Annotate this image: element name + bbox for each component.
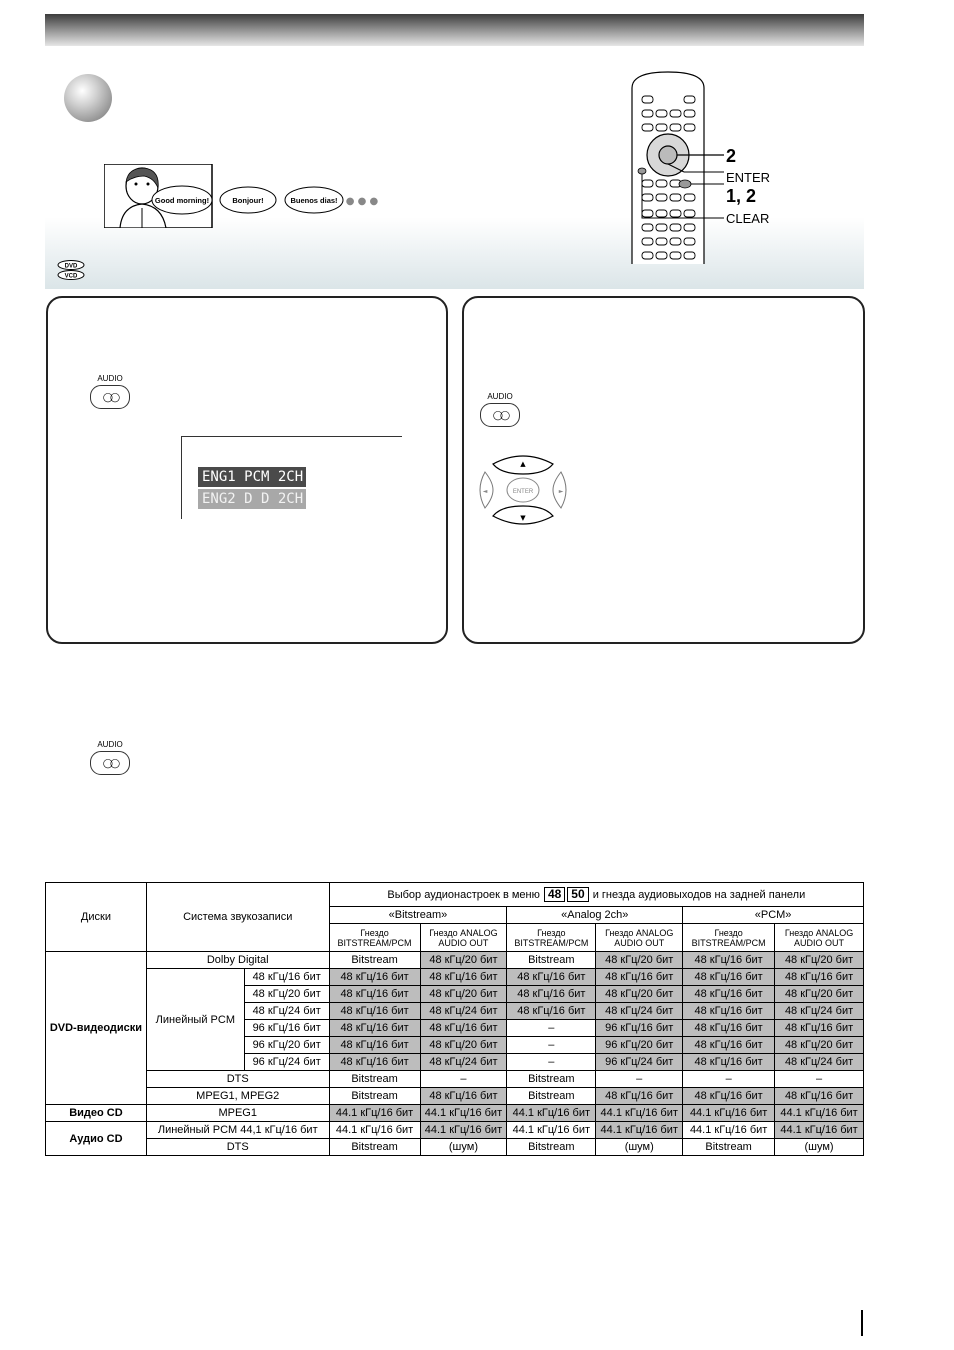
value-cell: 44.1 кГц/16 бит — [507, 1105, 596, 1122]
value-cell: – — [507, 1020, 596, 1037]
value-cell: 44.1 кГц/16 бит — [420, 1122, 507, 1139]
value-cell: Bitstream — [507, 1071, 596, 1088]
on-screen-display — [181, 436, 402, 519]
menu-header-before: Выбор аудионастроек в меню — [387, 889, 540, 901]
value-cell: Bitstream — [507, 952, 596, 969]
group-analog: «Analog 2ch» — [507, 907, 683, 924]
value-cell: 96 кГц/16 бит — [596, 1020, 683, 1037]
menu-box-50: 50 — [567, 887, 588, 902]
value-cell: 48 кГц/16 бит — [420, 1088, 507, 1105]
osd-line-1: ENG1 PCM 2CH — [198, 467, 306, 487]
value-cell: 44.1 кГц/16 бит — [683, 1122, 775, 1139]
value-cell: Bitstream — [329, 1071, 420, 1088]
sub-header-b: Гнездо ANALOG AUDIO OUT — [775, 924, 864, 952]
value-cell: 48 кГц/16 бит — [329, 1020, 420, 1037]
callout-clear: CLEAR — [726, 211, 770, 226]
audio-output-table — [45, 882, 864, 1156]
disc-type-icons — [56, 260, 86, 280]
value-cell: 48 кГц/16 бит — [775, 969, 864, 986]
value-cell: 44.1 кГц/16 бит — [775, 1122, 864, 1139]
remote-control-illustration — [628, 68, 778, 268]
bubble-1: Good morning! — [154, 196, 210, 205]
value-cell: – — [420, 1071, 507, 1088]
value-cell: 48 кГц/20 бит — [596, 952, 683, 969]
vcd-label: Видео CD — [46, 1105, 147, 1122]
value-cell: Bitstream — [683, 1139, 775, 1156]
value-cell: 48 кГц/20 бит — [775, 986, 864, 1003]
value-cell: 44.1 кГц/16 бит — [507, 1122, 596, 1139]
value-cell: 48 кГц/16 бит — [329, 1054, 420, 1071]
value-cell: – — [596, 1071, 683, 1088]
table-row — [46, 1071, 864, 1088]
lpcm-label: Линейный PCM — [146, 969, 244, 1071]
system-cell: Линейный PCM 44,1 кГц/16 бит — [146, 1122, 329, 1139]
section-bullet-icon — [64, 74, 112, 122]
value-cell: 44.1 кГц/16 бит — [596, 1105, 683, 1122]
value-cell: 48 кГц/16 бит — [683, 969, 775, 986]
enter-label: ENTER — [512, 489, 534, 495]
group-bitstream: «Bitstream» — [329, 907, 507, 924]
value-cell: 48 кГц/16 бит — [683, 1054, 775, 1071]
value-cell: Bitstream — [507, 1139, 596, 1156]
system-cell: 96 кГц/24 бит — [244, 1054, 329, 1071]
sub-header-b: Гнездо ANALOG AUDIO OUT — [420, 924, 507, 952]
value-cell: 48 кГц/16 бит — [683, 1003, 775, 1020]
value-cell: 48 кГц/20 бит — [775, 952, 864, 969]
audio-button-label-3: AUDIO — [97, 740, 123, 749]
bubble-3: Buenos dias! — [290, 196, 338, 205]
value-cell: 48 кГц/16 бит — [329, 1037, 420, 1054]
value-cell: 48 кГц/20 бит — [420, 1037, 507, 1054]
value-cell: 48 кГц/24 бит — [775, 1054, 864, 1071]
sub-header-b: Гнездо ANALOG AUDIO OUT — [596, 924, 683, 952]
col-system-header: Система звукозаписи — [146, 883, 329, 952]
more-dots: ● ● ● — [345, 196, 379, 207]
bubble-2: Bonjour! — [232, 196, 264, 205]
system-cell: 96 кГц/16 бит — [244, 1020, 329, 1037]
system-cell: MPEG1 — [146, 1105, 329, 1122]
system-cell: 48 кГц/24 бит — [244, 1003, 329, 1020]
value-cell: 96 кГц/24 бит — [596, 1054, 683, 1071]
value-cell: 48 кГц/16 бит — [683, 1088, 775, 1105]
value-cell: – — [775, 1071, 864, 1088]
table-row — [46, 1088, 864, 1105]
menu-header — [329, 883, 863, 907]
value-cell: 48 кГц/16 бит — [420, 1020, 507, 1037]
system-cell: 48 кГц/20 бит — [244, 986, 329, 1003]
menu-header-after: и гнезда аудиовыходов на задней панели — [592, 889, 806, 901]
value-cell: 44.1 кГц/16 бит — [329, 1105, 420, 1122]
audio-button-label-2: AUDIO — [487, 392, 513, 401]
menu-box-48: 48 — [544, 887, 565, 902]
table-row — [46, 969, 864, 986]
value-cell: Bitstream — [507, 1088, 596, 1105]
language-illustration — [104, 164, 384, 228]
value-cell: 48 кГц/24 бит — [775, 1003, 864, 1020]
sub-header-a: Гнездо BITSTREAM/PCM — [507, 924, 596, 952]
value-cell: 48 кГц/16 бит — [507, 969, 596, 986]
col-discs-header: Диски — [46, 883, 147, 952]
left-arrow-icon: ◄ — [482, 488, 488, 495]
system-cell: 96 кГц/20 бит — [244, 1037, 329, 1054]
vcd-icon: VCD — [64, 273, 78, 280]
value-cell: 96 кГц/20 бит — [596, 1037, 683, 1054]
value-cell: 48 кГц/16 бит — [420, 969, 507, 986]
audio-symbol-icon: ◯◯ — [90, 385, 130, 409]
value-cell: 48 кГц/20 бит — [775, 1037, 864, 1054]
value-cell: (шум) — [420, 1139, 507, 1156]
system-cell: 48 кГц/16 бит — [244, 969, 329, 986]
table-row — [46, 1139, 864, 1156]
system-cell: DTS — [146, 1071, 329, 1088]
value-cell: (шум) — [596, 1139, 683, 1156]
value-cell: 44.1 кГц/16 бит — [329, 1122, 420, 1139]
value-cell: Bitstream — [329, 1088, 420, 1105]
osd-line-2: ENG2 D D 2CH — [198, 489, 306, 509]
right-arrow-icon: ► — [558, 488, 564, 495]
callout-enter: ENTER — [726, 170, 771, 185]
value-cell: – — [507, 1054, 596, 1071]
value-cell: 48 кГц/16 бит — [329, 969, 420, 986]
page-marker — [861, 1310, 863, 1336]
value-cell: 48 кГц/16 бит — [775, 1020, 864, 1037]
direction-pad[interactable] — [475, 452, 571, 528]
value-cell: 48 кГц/16 бит — [775, 1088, 864, 1105]
header-banner — [45, 14, 864, 46]
value-cell: 48 кГц/20 бит — [420, 986, 507, 1003]
down-arrow-icon: ▼ — [520, 514, 526, 522]
value-cell: 48 кГц/16 бит — [683, 986, 775, 1003]
group-pcm: «PCM» — [683, 907, 864, 924]
system-cell: MPEG1, MPEG2 — [146, 1088, 329, 1105]
value-cell: 48 кГц/24 бит — [420, 1003, 507, 1020]
value-cell: 48 кГц/16 бит — [683, 1020, 775, 1037]
sub-header-a: Гнездо BITSTREAM/PCM — [329, 924, 420, 952]
value-cell: 48 кГц/16 бит — [329, 1003, 420, 1020]
value-cell: 48 кГц/20 бит — [420, 952, 507, 969]
value-cell: (шум) — [775, 1139, 864, 1156]
audio-button-2[interactable] — [478, 392, 522, 432]
value-cell: 48 кГц/16 бит — [596, 1088, 683, 1105]
value-cell: 48 кГц/20 бит — [596, 986, 683, 1003]
value-cell: Bitstream — [329, 1139, 420, 1156]
value-cell: 48 кГц/24 бит — [596, 1003, 683, 1020]
value-cell: 44.1 кГц/16 бит — [420, 1105, 507, 1122]
value-cell: – — [683, 1071, 775, 1088]
table-row — [46, 1105, 864, 1122]
audio-symbol-icon-3: ◯◯ — [90, 751, 130, 775]
audio-button-3[interactable] — [88, 740, 132, 780]
value-cell: 48 кГц/16 бит — [596, 969, 683, 986]
audio-symbol-icon-2: ◯◯ — [480, 403, 520, 427]
value-cell: Bitstream — [329, 952, 420, 969]
system-cell: DTS — [146, 1139, 329, 1156]
dvd-icon: DVD — [64, 263, 78, 270]
value-cell: 48 кГц/16 бит — [507, 1003, 596, 1020]
dvd-label: DVD-видеодиски — [46, 952, 147, 1105]
callout-2: 2 — [726, 146, 737, 166]
audio-button-label: AUDIO — [97, 374, 123, 383]
audio-button[interactable] — [88, 374, 132, 414]
up-arrow-icon: ▲ — [520, 460, 526, 468]
value-cell: 48 кГц/24 бит — [420, 1054, 507, 1071]
acd-label: Аудио CD — [46, 1122, 147, 1156]
value-cell: – — [507, 1037, 596, 1054]
sub-header-a: Гнездо BITSTREAM/PCM — [683, 924, 775, 952]
value-cell: 48 кГц/16 бит — [683, 952, 775, 969]
table-row — [46, 952, 864, 969]
table-row — [46, 1122, 864, 1139]
system-cell: Dolby Digital — [146, 952, 329, 969]
value-cell: 48 кГц/16 бит — [329, 986, 420, 1003]
value-cell: 48 кГц/16 бит — [683, 1037, 775, 1054]
value-cell: 44.1 кГц/16 бит — [683, 1105, 775, 1122]
callout-1-2: 1, 2 — [726, 186, 757, 206]
value-cell: 44.1 кГц/16 бит — [775, 1105, 864, 1122]
value-cell: 48 кГц/16 бит — [507, 986, 596, 1003]
value-cell: 44.1 кГц/16 бит — [596, 1122, 683, 1139]
